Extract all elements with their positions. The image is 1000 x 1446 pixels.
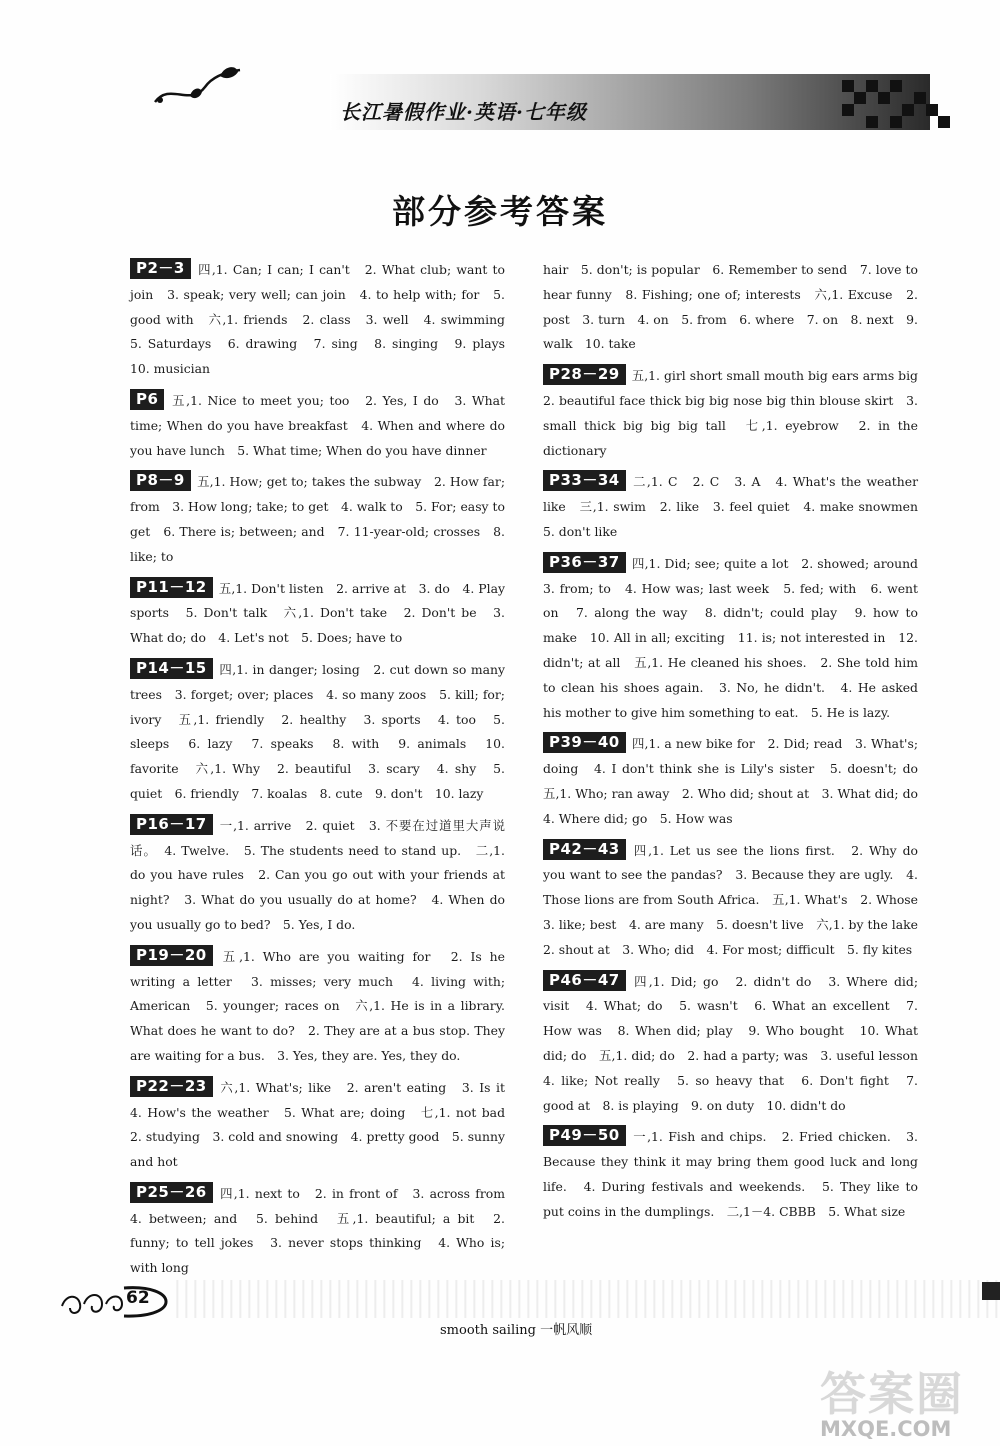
- page-range-tag: P11－12: [130, 577, 213, 598]
- answer-text: 四,1. Let us see the lions first. 2. Why do you want to see the pandas? 3. Because they are ugly. 4. Those lions are from South Africa. 五,1. What's 2. Whose 3. like; best 4. are many 5. doesn't live 六,1. by the lake 2. shout at 3. Who; did 4. For most; difficult 5. fly kites: [543, 842, 931, 957]
- checker-decoration: [842, 80, 942, 128]
- answer-section: [543, 470, 931, 544]
- page-range-tag: P33－34: [543, 470, 626, 491]
- vine-ornament: [150, 62, 250, 110]
- answer-text: 五,1. How; get to; takes the subway 2. How far; from 3. How long; take; to get 4. walk to 5. For; easy to get 6. There is; between; and 7. 11-year-old; crosses 8. like; to: [130, 474, 505, 564]
- answer-section: [130, 258, 518, 382]
- page-range-tag: P14－15: [130, 658, 213, 679]
- page-range-tag: P6: [130, 389, 164, 410]
- answer-section: [543, 732, 931, 831]
- answer-text: 五,1. girl short small mouth big ears arms big 2. beautiful face thick big big nose big thin blouse skirt 3. small thick big big big tall 七,1. eyebrow 2. in the dictionary: [543, 368, 931, 458]
- answer-section: [130, 1182, 518, 1281]
- answer-text: 四,1. next to 2. in front of 3. across from 4. between; and 5. behind 五,1. beautiful; a bit 2. funny; to tell jokes 3. never stops thinking 4. Who is; with long: [130, 1185, 518, 1276]
- page-range-tag: P36－37: [543, 552, 626, 573]
- page-range-tag: P39－40: [543, 732, 626, 753]
- answer-section: [130, 389, 505, 463]
- left-column: [130, 258, 518, 1288]
- answer-section: [130, 945, 505, 1069]
- answer-section: [130, 658, 505, 807]
- footer-corner-block: [982, 1282, 1000, 1300]
- page-range-tag: P2－3: [130, 258, 191, 279]
- answer-section: [543, 970, 931, 1119]
- page-range-tag: P46－47: [543, 970, 626, 991]
- answer-text: 四,1. in danger; losing 2. cut down so many trees 3. forget; over; places 4. so many zoos 5. kill; for; ivory 五,1. friendly 2. healthy 3. sports 4. too 5. sleeps 6. lazy 7. speaks 8. with 9. animals 10. favorite 六,1. Why 2. beautiful 3. scary 4. shy 5. quiet 6. friendly 7. koalas 8. cute 9. don't 10. lazy: [130, 661, 505, 801]
- answer-section: [130, 470, 505, 569]
- answer-section: [543, 552, 931, 726]
- answer-section: [543, 1125, 918, 1224]
- page-number-ornament: [58, 1284, 178, 1320]
- answer-text: 四,1. Did; go 2. didn't do 3. Where did; visit 4. What; do 5. wasn't 6. What an excellent 7. How was 8. When did; play 9. Who bought 10. What did; do 五,1. did; do 2. had a party; was 3. useful lesson 4. like; Not really 5. so heavy that 6. Don't fight 7. good at 8. is playing 9. on duty 10. didn't do: [543, 973, 931, 1113]
- answer-section: [543, 839, 931, 963]
- answer-text: 二,1. C 2. C 3. A 4. What's the weather like 三,1. swim 2. like 3. feel quiet 4. make snowmen 5. don't like: [543, 474, 931, 539]
- page-heading: 部分参考答案: [392, 192, 608, 231]
- header-title: 长江暑假作业·英语·七年级: [340, 100, 587, 124]
- answer-section: [130, 814, 505, 938]
- page-range-tag: P16－17: [130, 814, 213, 835]
- page-range-tag: P8－9: [130, 470, 191, 491]
- footer-band: [170, 1280, 1000, 1318]
- page-number: 62: [126, 1288, 150, 1308]
- answer-text: 四,1. Did; see; quite a lot 2. showed; around 3. from; to 4. How was; last week 5. fed; with 6. went on 7. along the way 8. didn't; could play 9. how to make 10. All in all; exciting 11. is; not interested in 12. didn't; at all 五,1. He cleaned his shoes. 2. She told him to clean his shoes again. 3. No, he didn't. 4. He asked his mother to give him something to eat. 5. He is lazy.: [543, 555, 931, 720]
- continued-answer-text: hair 5. don't; is popular 6. Remember to send 7. love to hear funny 8. Fishing; one of; interests 六,1. Excuse 2. post 3. turn 4. on 5. from 6. where 7. on 8. next 9. walk 10. take: [543, 262, 918, 352]
- page-range-tag: P28－29: [543, 364, 626, 385]
- right-column: [543, 258, 931, 1231]
- answer-section: [130, 1076, 518, 1175]
- answer-text: 一,1. Fish and chips. 2. Fried chicken. 3. Because they think it may bring them good luck and long life. 4. During festivals and weekends. 5. They like to put coins in the dumplings. 二,1－4. CBBB 5. What size: [543, 1129, 918, 1219]
- answer-section: [543, 364, 931, 463]
- page-range-tag: P22－23: [130, 1076, 213, 1097]
- answer-section: [130, 577, 505, 651]
- answer-text: 一,1. arrive 2. quiet 3. 不要在过道里大声说话。 4. Twelve. 5. The students need to stand up. 二,1. do you have rules 2. Can you go out with your friends at night? 3. What do you usually do at home? 4. When do you usually go to bed? 5. Yes, I do.: [130, 817, 505, 932]
- watermark-url: MXQE.COM: [820, 1417, 952, 1441]
- page-range-tag: P49－50: [543, 1125, 626, 1146]
- answer-text: 五,1. Nice to meet you; too 2. Yes, I do 3. What time; When do you have breakfast 4. When and where do you have lunch 5. What time; When do you have dinner: [130, 392, 505, 458]
- page-range-tag: P19－20: [130, 945, 213, 966]
- answer-text: 四,1. a new bike for 2. Did; read 3. What's; doing 4. I don't think she is Lily's sister 5. doesn't; do 五,1. Who; ran away 2. Who did; shout at 3. What did; do 4. Where did; go 5. How was: [543, 736, 931, 826]
- answer-text: 五,1. Don't listen 2. arrive at 3. do 4. Play sports 5. Don't talk 六,1. Don't take 2. Don't be 3. What do; do 4. Let's not 5. Does; have to: [130, 580, 505, 646]
- watermark: [820, 1367, 998, 1441]
- footer-slogan: smooth sailing 一帆风顺: [440, 1323, 593, 1338]
- answer-text: 六,1. What's; like 2. aren't eating 3. Is it 4. How's the weather 5. What are; doing 七,1. not bad 2. studying 3. cold and snowing 4. pretty good 5. sunny and hot: [130, 1079, 518, 1170]
- page-range-tag: P25－26: [130, 1182, 213, 1203]
- answer-text: 五,1. Who are you waiting for 2. Is he writing a letter 3. misses; very much 4. living with; American 5. younger; races on 六,1. He is in a library. What does he want to do? 2. They are at a bus stop. They are waiting for a bus. 3. Yes, they are. Yes, they do.: [130, 948, 505, 1063]
- watermark-text: 答案圈: [820, 1367, 964, 1421]
- answer-text: 四,1. Can; I can; I can't 2. What club; want to join 3. speak; very well; can join 4. to help with; for 5. good with 六,1. friends 2. class 3. well 4. swimming 5. Saturdays 6. drawing 7. sing 8. singing 9. plays 10. musician: [130, 262, 518, 377]
- page-range-tag: P42－43: [543, 839, 626, 860]
